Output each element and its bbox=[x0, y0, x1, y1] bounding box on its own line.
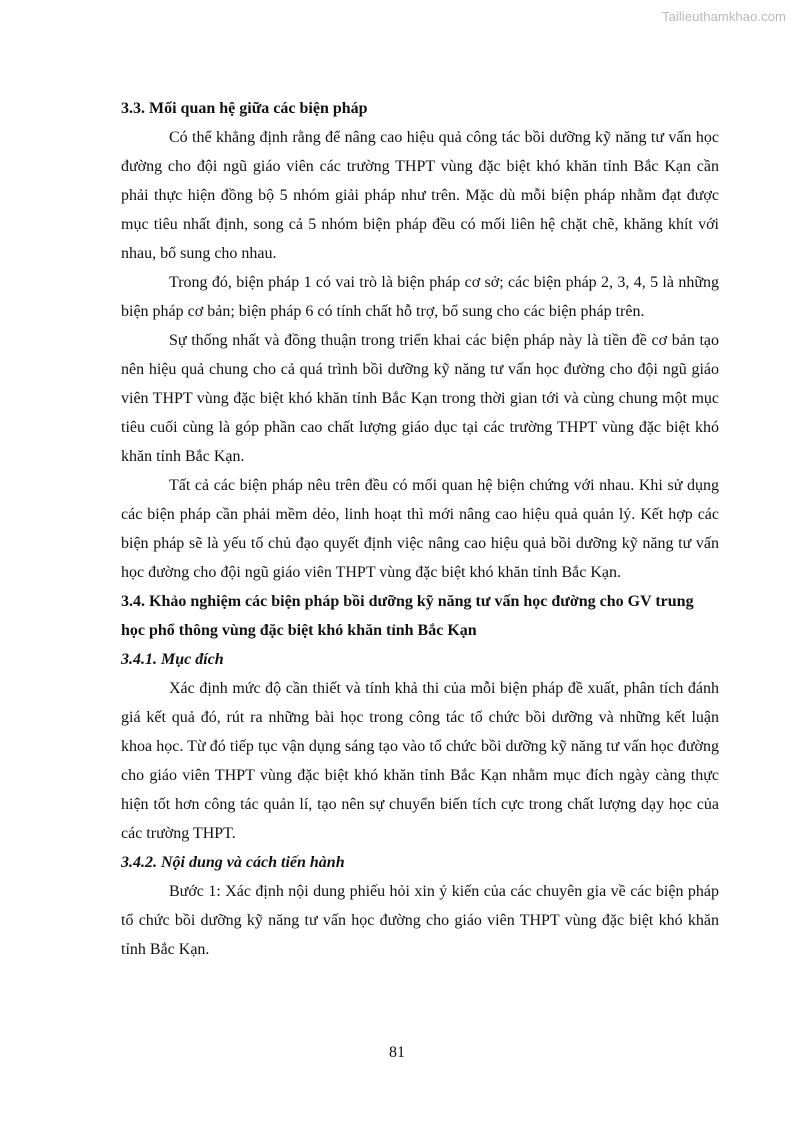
document-body bbox=[121, 94, 719, 964]
paragraph: Xác định mức độ cần thiết và tính khả thi của mỗi biện pháp đề xuất, phân tích đánh giá kết quả đó, rút ra những bài học trong công tác tổ chức bồi dưỡng và những kết luận khoa học. Từ đó tiếp tục vận dụng sáng tạo vào tổ chức bồi dưỡng kỹ năng tư vấn học đường cho giáo viên THPT vùng đặc biệt khó khăn tỉnh Bắc Kạn nhằm mục đích ngày càng thực hiện tốt hơn công tác quản lí, tạo nên sự chuyển biến tích cực trong chất lượng dạy học của các trường THPT. bbox=[121, 680, 719, 842]
paragraph: Bước 1: Xác định nội dung phiếu hỏi xin ý kiến của các chuyên gia về các biện pháp tổ chức bồi dưỡng kỹ năng tư vấn học đường cho giáo viên THPT vùng đặc biệt khó khăn tỉnh Bắc Kạn. bbox=[121, 883, 719, 958]
paragraph: Có thể khẳng định rằng để nâng cao hiệu quả công tác bồi dưỡng kỹ năng tư vấn học đường cho đội ngũ giáo viên các trường THPT vùng đặc biệt khó khăn tỉnh Bắc Kạn cần phải thực hiện đồng bộ 5 nhóm giải pháp như trên. Mặc dù mỗi biện pháp nhằm đạt được mục tiêu nhất định, song cả 5 nhóm biện pháp đều có mối liên hệ chặt chẽ, khăng khít với nhau, bổ sung cho nhau. bbox=[121, 129, 719, 262]
section-heading-3-3: 3.3. Mối quan hệ giữa các biện pháp bbox=[121, 100, 368, 117]
page-number: 81 bbox=[389, 1044, 405, 1061]
subsection-heading-3-4-1: 3.4.1. Mục đích bbox=[121, 651, 224, 668]
watermark: Tailieuthamkhao.com bbox=[661, 9, 786, 24]
paragraph: Trong đó, biện pháp 1 có vai trò là biện pháp cơ sở; các biện pháp 2, 3, 4, 5 là những biện pháp cơ bản; biện pháp 6 có tính chất hỗ trợ, bổ sung cho các biện pháp trên. bbox=[121, 274, 719, 320]
paragraph: Sự thống nhất và đồng thuận trong triển khai các biện pháp này là tiền đề cơ bản tạo nên hiệu quả chung cho cả quá trình bồi dưỡng kỹ năng tư vấn học đường cho đội ngũ giáo viên THPT vùng đặc biệt khó khăn tỉnh Bắc Kạn trong thời gian tới và cùng chung một mục tiêu cuối cùng là góp phần cao chất lượng giáo dục tại các trường THPT vùng đặc biệt khó khăn tỉnh Bắc Kạn. bbox=[121, 332, 719, 465]
subsection-heading-3-4-2: 3.4.2. Nội dung và cách tiến hành bbox=[121, 854, 345, 871]
section-heading-3-4: 3.4. Khảo nghiệm các biện pháp bồi dưỡng kỹ năng tư vấn học đường cho GV trung học phổ thông vùng đặc biệt khó khăn tỉnh Bắc Kạn bbox=[121, 593, 694, 639]
paragraph: Tất cả các biện pháp nêu trên đều có mối quan hệ biện chứng với nhau. Khi sử dụng các biện pháp cần phải mềm dẻo, linh hoạt thì mới nâng cao hiệu quả quản lý. Kết hợp các biện pháp sẽ là yếu tố chủ đạo quyết định việc nâng cao hiệu quả bồi dưỡng kỹ năng tư vấn học đường cho đội ngũ giáo viên THPT vùng đặc biệt khó khăn tỉnh Bắc Kạn. bbox=[121, 477, 719, 581]
